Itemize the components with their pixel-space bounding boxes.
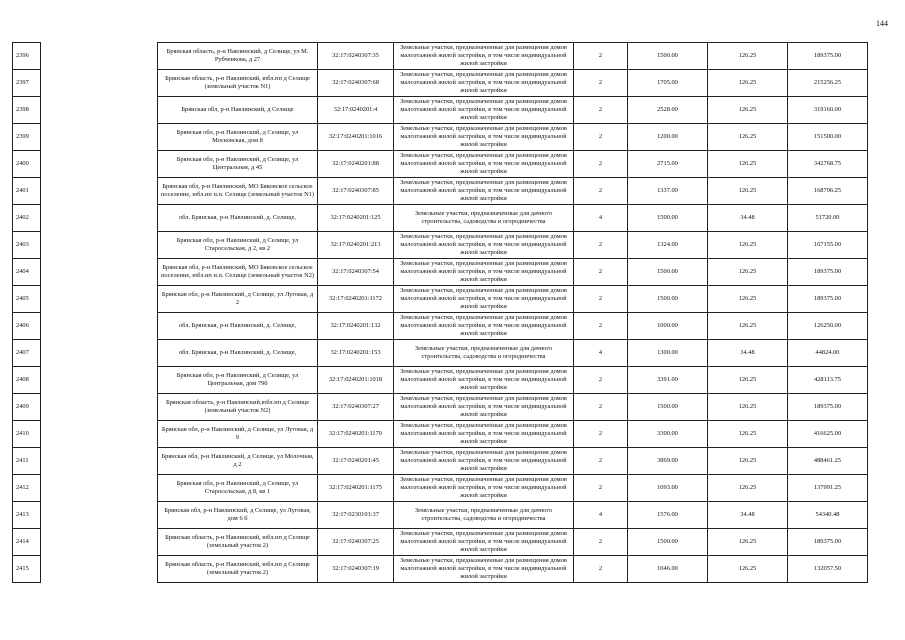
cadastral-number-cell: 32:17:0240201:88 xyxy=(318,151,394,178)
cadastral-value-cell: 189375.00 xyxy=(788,529,868,556)
address-cell: Брянская область, р-н Навлинский, юбл.нп д Селище (земельный участок N1) xyxy=(158,70,318,97)
land-purpose-cell: Земельные участки, предназначенные для размещения домов малоэтажной жилой застройки, в том числе индивидуальной жилой застройки xyxy=(394,421,574,448)
area-cell: 1500.00 xyxy=(628,205,708,232)
land-purpose-cell: Земельные участки, предназначенные для дачного строительства, садоводства и огородничества xyxy=(394,340,574,367)
area-cell: 1046.00 xyxy=(628,556,708,583)
empty-cell xyxy=(41,475,158,502)
address-cell: Брянская область, р-н Навлинский, юбл.нп д Селище (земельный участок 2) xyxy=(158,556,318,583)
empty-cell xyxy=(41,286,158,313)
group-code-cell: 2 xyxy=(574,43,628,70)
table-row xyxy=(13,556,868,583)
area-cell: 2715.00 xyxy=(628,151,708,178)
table-row xyxy=(13,529,868,556)
group-code-cell: 2 xyxy=(574,70,628,97)
table-row xyxy=(13,286,868,313)
cadastral-number-cell: 32:17:0240307:27 xyxy=(318,394,394,421)
address-cell: Брянская обл, р-н Навлинский, д Селище, ул Молочная, д 2 xyxy=(158,448,318,475)
rate-cell: 126.25 xyxy=(708,394,788,421)
cadastral-value-cell: 319160.00 xyxy=(788,97,868,124)
rate-cell: 126.25 xyxy=(708,313,788,340)
land-purpose-cell: Земельные участки, предназначенные для размещения домов малоэтажной жилой застройки, в том числе индивидуальной жилой застройки xyxy=(394,394,574,421)
table-row xyxy=(13,313,868,340)
empty-cell xyxy=(41,151,158,178)
rate-cell: 126.25 xyxy=(708,151,788,178)
table-row xyxy=(13,151,868,178)
table-row xyxy=(13,43,868,70)
empty-cell xyxy=(41,367,158,394)
group-code-cell: 2 xyxy=(574,232,628,259)
cadastral-value-cell: 44824.00 xyxy=(788,340,868,367)
row-number-cell: 2396 xyxy=(13,43,41,70)
address-cell: Брянская обл, р-н Навлинский, д Селище, ул Старосельская, д 8, кв 1 xyxy=(158,475,318,502)
row-number-cell: 2398 xyxy=(13,97,41,124)
table-row xyxy=(13,97,868,124)
group-code-cell: 2 xyxy=(574,313,628,340)
land-purpose-cell: Земельные участки, предназначенные для размещения домов малоэтажной жилой застройки, в том числе индивидуальной жилой застройки xyxy=(394,151,574,178)
land-purpose-cell: Земельные участки, предназначенные для размещения домов малоэтажной жилой застройки, в том числе индивидуальной жилой застройки xyxy=(394,556,574,583)
address-cell: Брянская область, р-н Навлинский, д Селище, ул М. Рубченкова, д 27 xyxy=(158,43,318,70)
row-number-cell: 2401 xyxy=(13,178,41,205)
cadastral-number-cell: 32:17:0240201:1016 xyxy=(318,124,394,151)
cadastral-value-cell: 189375.00 xyxy=(788,259,868,286)
land-purpose-cell: Земельные участки, предназначенные для размещения домов малоэтажной жилой застройки, в том числе индивидуальной жилой застройки xyxy=(394,70,574,97)
land-purpose-cell: Земельные участки, предназначенные для дачного строительства, садоводства и огородничества xyxy=(394,205,574,232)
empty-cell xyxy=(41,70,158,97)
cadastral-value-cell: 488461.25 xyxy=(788,448,868,475)
table-row xyxy=(13,502,868,529)
land-purpose-cell: Земельные участки, предназначенные для размещения домов малоэтажной жилой застройки, в том числе индивидуальной жилой застройки xyxy=(394,178,574,205)
area-cell: 1500.00 xyxy=(628,286,708,313)
rate-cell: 126.25 xyxy=(708,70,788,97)
cadastral-number-cell: 32:17:0240307:85 xyxy=(318,178,394,205)
empty-cell xyxy=(41,394,158,421)
area-cell: 1500.00 xyxy=(628,529,708,556)
row-number-cell: 2415 xyxy=(13,556,41,583)
address-cell: обл. Брянская, р-н Навлинский, д. Селище, xyxy=(158,313,318,340)
table-row xyxy=(13,340,868,367)
empty-cell xyxy=(41,97,158,124)
row-number-cell: 2406 xyxy=(13,313,41,340)
address-cell: Брянская обл, р-н Навлинский, д Селище xyxy=(158,97,318,124)
cadastral-value-cell: 215256.25 xyxy=(788,70,868,97)
group-code-cell: 2 xyxy=(574,286,628,313)
cadastral-value-cell: 167155.00 xyxy=(788,232,868,259)
row-number-cell: 2414 xyxy=(13,529,41,556)
land-registry-table xyxy=(12,42,868,583)
empty-cell xyxy=(41,205,158,232)
rate-cell: 126.25 xyxy=(708,475,788,502)
empty-cell xyxy=(41,502,158,529)
area-cell: 1337.00 xyxy=(628,178,708,205)
rate-cell: 34.48 xyxy=(708,205,788,232)
address-cell: Брянская обл, р-н Навлинский, д Селище, ул Луговая, д 9 xyxy=(158,421,318,448)
land-purpose-cell: Земельные участки, предназначенные для размещения домов малоэтажной жилой застройки, в том числе индивидуальной жилой застройки xyxy=(394,259,574,286)
area-cell: 3391.00 xyxy=(628,367,708,394)
group-code-cell: 2 xyxy=(574,556,628,583)
group-code-cell: 2 xyxy=(574,124,628,151)
row-number-cell: 2411 xyxy=(13,448,41,475)
cadastral-value-cell: 132057.50 xyxy=(788,556,868,583)
group-code-cell: 2 xyxy=(574,97,628,124)
group-code-cell: 2 xyxy=(574,367,628,394)
cadastral-number-cell: 32:17:0240201:125 xyxy=(318,205,394,232)
land-purpose-cell: Земельные участки, предназначенные для размещения домов малоэтажной жилой застройки, в том числе индивидуальной жилой застройки xyxy=(394,124,574,151)
row-number-cell: 2403 xyxy=(13,232,41,259)
cadastral-number-cell: 32:17:0240201:1172 xyxy=(318,286,394,313)
area-cell: 1705.00 xyxy=(628,70,708,97)
rate-cell: 126.25 xyxy=(708,97,788,124)
area-cell: 1576.00 xyxy=(628,502,708,529)
table-row xyxy=(13,205,868,232)
cadastral-number-cell: 32:17:0230101:37 xyxy=(318,502,394,529)
page-number: 144 xyxy=(876,19,888,28)
land-purpose-cell: Земельные участки, предназначенные для размещения домов малоэтажной жилой застройки, в том числе индивидуальной жилой застройки xyxy=(394,529,574,556)
table-row xyxy=(13,232,868,259)
area-cell: 1200.00 xyxy=(628,124,708,151)
address-cell: Брянская обл, р-н Навлинский, д Селище, ул Луговая, дом 6 б xyxy=(158,502,318,529)
area-cell: 1093.00 xyxy=(628,475,708,502)
row-number-cell: 2399 xyxy=(13,124,41,151)
address-cell: Брянская обл, р-н Навлинский, МО Бяковское сельское поселение, юбл.нп н.п. Селище (земельный участок N1) xyxy=(158,178,318,205)
area-cell: 3869.00 xyxy=(628,448,708,475)
empty-cell xyxy=(41,232,158,259)
table-row xyxy=(13,70,868,97)
rate-cell: 34.48 xyxy=(708,340,788,367)
cadastral-value-cell: 342768.75 xyxy=(788,151,868,178)
row-number-cell: 2407 xyxy=(13,340,41,367)
area-cell: 1500.00 xyxy=(628,394,708,421)
address-cell: Брянская обл, р-н Навлинский, д Селище, ул Луговая, д 2 xyxy=(158,286,318,313)
row-number-cell: 2412 xyxy=(13,475,41,502)
land-purpose-cell: Земельные участки, предназначенные для размещения домов малоэтажной жилой застройки, в том числе индивидуальной жилой застройки xyxy=(394,475,574,502)
cadastral-number-cell: 32:17:0240201:1175 xyxy=(318,475,394,502)
group-code-cell: 2 xyxy=(574,475,628,502)
cadastral-number-cell: 32:17:0240307:68 xyxy=(318,70,394,97)
cadastral-value-cell: 126250.00 xyxy=(788,313,868,340)
land-purpose-cell: Земельные участки, предназначенные для размещения домов малоэтажной жилой застройки, в том числе индивидуальной жилой застройки xyxy=(394,286,574,313)
area-cell: 1300.00 xyxy=(628,340,708,367)
cadastral-number-cell: 32:17:0240307:25 xyxy=(318,529,394,556)
row-number-cell: 2400 xyxy=(13,151,41,178)
table-row xyxy=(13,475,868,502)
empty-cell xyxy=(41,340,158,367)
area-cell: 1324.00 xyxy=(628,232,708,259)
rate-cell: 126.25 xyxy=(708,367,788,394)
table-row xyxy=(13,421,868,448)
cadastral-value-cell: 168796.25 xyxy=(788,178,868,205)
empty-cell xyxy=(41,313,158,340)
land-purpose-cell: Земельные участки, предназначенные для размещения домов малоэтажной жилой застройки, в том числе индивидуальной жилой застройки xyxy=(394,448,574,475)
empty-cell xyxy=(41,556,158,583)
cadastral-number-cell: 32:17:0240201:153 xyxy=(318,340,394,367)
empty-cell xyxy=(41,124,158,151)
land-purpose-cell: Земельные участки, предназначенные для размещения домов малоэтажной жилой застройки, в том числе индивидуальной жилой застройки xyxy=(394,367,574,394)
land-purpose-cell: Земельные участки, предназначенные для размещения домов малоэтажной жилой застройки, в том числе индивидуальной жилой застройки xyxy=(394,313,574,340)
area-cell: 2528.00 xyxy=(628,97,708,124)
cadastral-number-cell: 32:17:0240307:19 xyxy=(318,556,394,583)
group-code-cell: 2 xyxy=(574,259,628,286)
rate-cell: 126.25 xyxy=(708,178,788,205)
group-code-cell: 2 xyxy=(574,178,628,205)
rate-cell: 126.25 xyxy=(708,421,788,448)
rate-cell: 126.25 xyxy=(708,259,788,286)
table-row xyxy=(13,259,868,286)
row-number-cell: 2404 xyxy=(13,259,41,286)
row-number-cell: 2410 xyxy=(13,421,41,448)
group-code-cell: 4 xyxy=(574,502,628,529)
cadastral-number-cell: 32:17:0240201:45 xyxy=(318,448,394,475)
cadastral-number-cell: 32:17:0240307:35 xyxy=(318,43,394,70)
table-row xyxy=(13,178,868,205)
rate-cell: 126.25 xyxy=(708,43,788,70)
area-cell: 1500.00 xyxy=(628,259,708,286)
group-code-cell: 2 xyxy=(574,421,628,448)
land-purpose-cell: Земельные участки, предназначенные для дачного строительства, садоводства и огородничества xyxy=(394,502,574,529)
land-purpose-cell: Земельные участки, предназначенные для размещения домов малоэтажной жилой застройки, в том числе индивидуальной жилой застройки xyxy=(394,97,574,124)
cadastral-value-cell: 189375.00 xyxy=(788,394,868,421)
cadastral-value-cell: 416625.00 xyxy=(788,421,868,448)
cadastral-value-cell: 54340.48 xyxy=(788,502,868,529)
group-code-cell: 2 xyxy=(574,394,628,421)
address-cell: Брянская обл, р-н Навлинский, д Селище, ул Центральная, дом 79б xyxy=(158,367,318,394)
rate-cell: 126.25 xyxy=(708,529,788,556)
address-cell: Брянская обл, р-н Навлинский, МО Бяковское сельское поселение, юбл.нп н.п. Селище (земельный участок N2) xyxy=(158,259,318,286)
area-cell: 1500.00 xyxy=(628,43,708,70)
row-number-cell: 2397 xyxy=(13,70,41,97)
cadastral-value-cell: 189375.00 xyxy=(788,43,868,70)
group-code-cell: 2 xyxy=(574,151,628,178)
address-cell: Брянская обл, р-н Навлинский, д Селище, ул Центральная, д 45 xyxy=(158,151,318,178)
row-number-cell: 2402 xyxy=(13,205,41,232)
cadastral-number-cell: 32:17:0240307:54 xyxy=(318,259,394,286)
cadastral-number-cell: 32:17:0240201:213 xyxy=(318,232,394,259)
row-number-cell: 2408 xyxy=(13,367,41,394)
table-row xyxy=(13,367,868,394)
cadastral-value-cell: 189375.00 xyxy=(788,286,868,313)
land-purpose-cell: Земельные участки, предназначенные для размещения домов малоэтажной жилой застройки, в том числе индивидуальной жилой застройки xyxy=(394,232,574,259)
address-cell: Брянская обл, р-н Навлинский, д Селище, ул Старосельская, д 2, кв 2 xyxy=(158,232,318,259)
cadastral-number-cell: 32:17:0240201:132 xyxy=(318,313,394,340)
cadastral-value-cell: 428113.75 xyxy=(788,367,868,394)
empty-cell xyxy=(41,421,158,448)
row-number-cell: 2405 xyxy=(13,286,41,313)
cadastral-value-cell: 151500.00 xyxy=(788,124,868,151)
table-body xyxy=(13,43,868,583)
cadastral-number-cell: 32:17:0240201:1170 xyxy=(318,421,394,448)
empty-cell xyxy=(41,43,158,70)
row-number-cell: 2413 xyxy=(13,502,41,529)
table-row xyxy=(13,448,868,475)
empty-cell xyxy=(41,259,158,286)
empty-cell xyxy=(41,178,158,205)
rate-cell: 34.48 xyxy=(708,502,788,529)
land-purpose-cell: Земельные участки, предназначенные для размещения домов малоэтажной жилой застройки, в том числе индивидуальной жилой застройки xyxy=(394,43,574,70)
address-cell: Брянская обл, р-н Навлинский, д Селище, ул Московская, дом 8 xyxy=(158,124,318,151)
rate-cell: 126.25 xyxy=(708,124,788,151)
group-code-cell: 4 xyxy=(574,340,628,367)
row-number-cell: 2409 xyxy=(13,394,41,421)
cadastral-value-cell: 51720.00 xyxy=(788,205,868,232)
empty-cell xyxy=(41,448,158,475)
group-code-cell: 2 xyxy=(574,529,628,556)
address-cell: обл. Брянская, р-н Навлинский, д. Селище, xyxy=(158,205,318,232)
address-cell: Брянская область, р-н Навлинский,юбл.нп д Селище (земельный участок N2) xyxy=(158,394,318,421)
table-row xyxy=(13,124,868,151)
area-cell: 3300.00 xyxy=(628,421,708,448)
cadastral-value-cell: 137991.25 xyxy=(788,475,868,502)
group-code-cell: 2 xyxy=(574,448,628,475)
cadastral-number-cell: 32:17:0240201:4 xyxy=(318,97,394,124)
rate-cell: 126.25 xyxy=(708,286,788,313)
empty-cell xyxy=(41,529,158,556)
rate-cell: 126.25 xyxy=(708,232,788,259)
address-cell: обл. Брянская, р-н Навлинский, д. Селище, xyxy=(158,340,318,367)
cadastral-number-cell: 32:17:0240201:1018 xyxy=(318,367,394,394)
rate-cell: 126.25 xyxy=(708,556,788,583)
address-cell: Брянская область, р-н Навлинский, юбл.нп д Селище (земельный участок 2) xyxy=(158,529,318,556)
rate-cell: 126.25 xyxy=(708,448,788,475)
table-row xyxy=(13,394,868,421)
group-code-cell: 4 xyxy=(574,205,628,232)
area-cell: 1000.00 xyxy=(628,313,708,340)
